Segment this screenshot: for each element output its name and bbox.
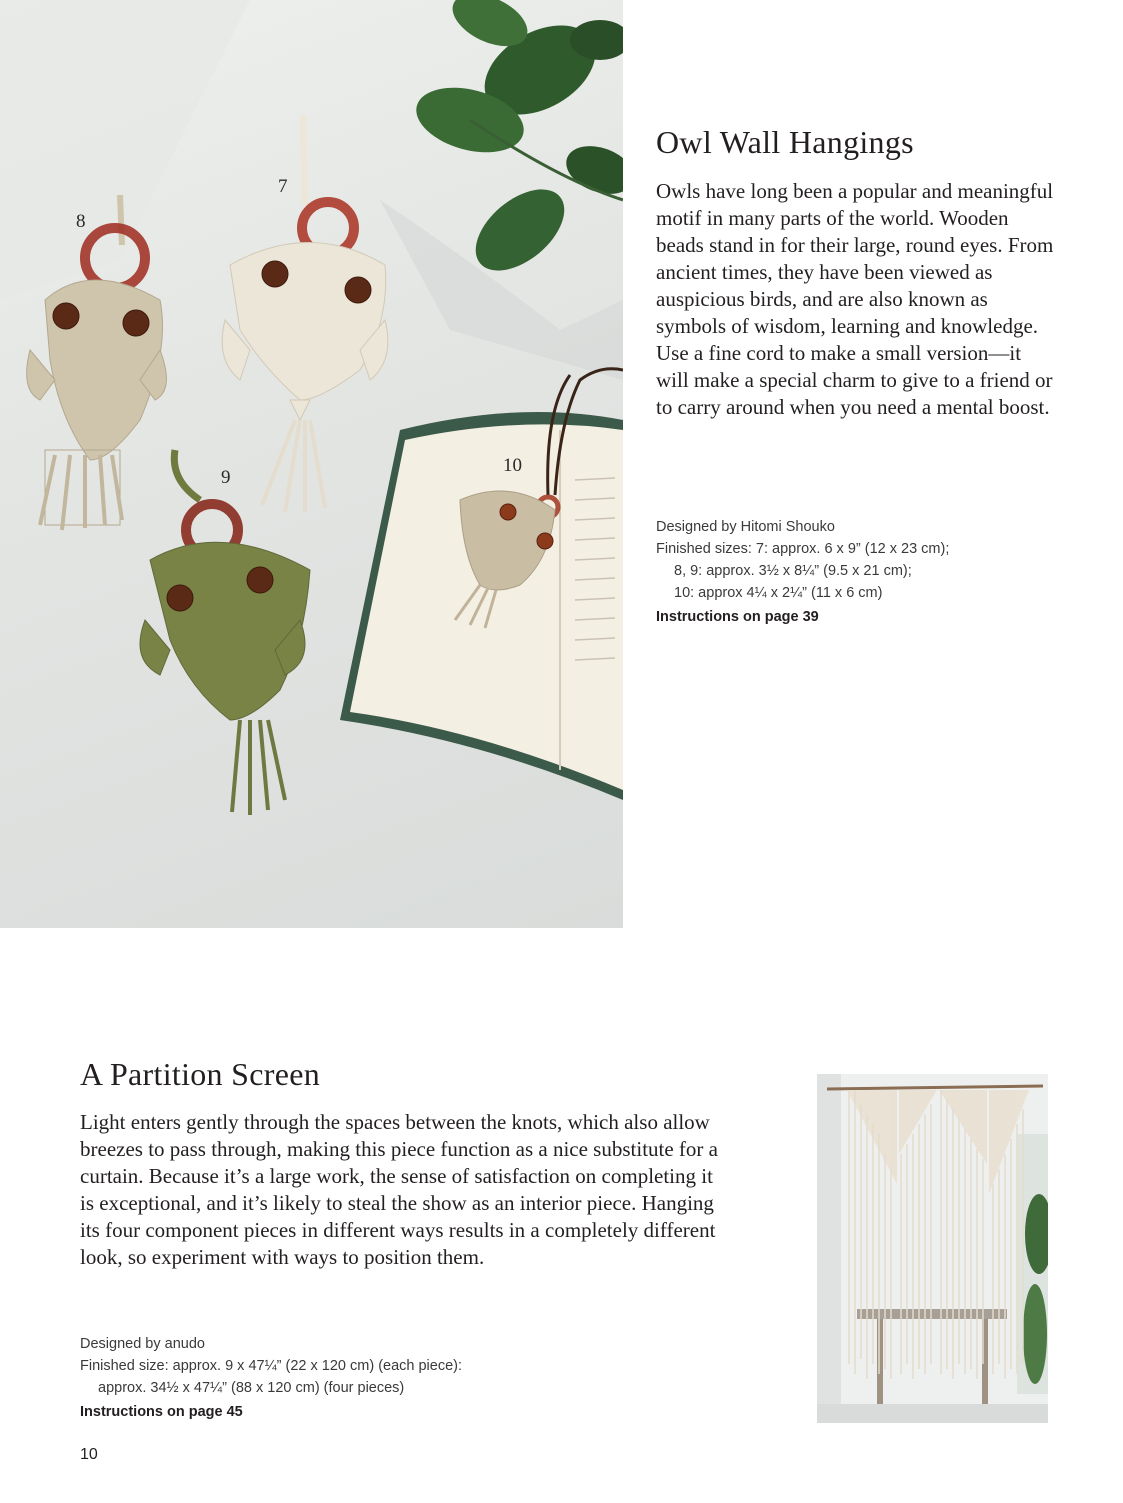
partition-credits	[80, 1333, 600, 1423]
partition-section-body: Light enters gently through the spaces between the knots, which also allow breezes to pass through, making this piece function as a nice substitute for a curtain. Because it’s a large work, the sense of satisfaction on completing it is exceptional, and it’s likely to steal the show as an interior piece. Hanging its four component pieces in different ways results in a completely different look, so experiment with ways to position them.	[80, 1110, 718, 1269]
partition-photo-illustration	[817, 1074, 1048, 1423]
partition-photo	[817, 1074, 1048, 1423]
partition-designer: Designed by anudo	[80, 1336, 205, 1352]
owl-photo-illustration	[0, 0, 623, 928]
owl-label-7: 7	[278, 176, 288, 197]
owl-section-title: Owl Wall Hangings	[656, 124, 914, 160]
partition-size-line: approx. 34½ x 47¼” (88 x 120 cm) (four pieces)	[98, 1380, 405, 1396]
owl-label-8: 8	[76, 211, 86, 232]
owl-label-9: 9	[221, 467, 231, 488]
partition-section-title: A Partition Screen	[80, 1056, 321, 1092]
owl-photo	[0, 0, 623, 928]
owl-credits	[656, 516, 1096, 628]
page-number: 10	[80, 1446, 98, 1463]
owl-section-body: Owls have long been a popular and meaningful motif in many parts of the world. Wooden beads stand in for their large, round eyes. From ancient times, they have been viewed as auspicious birds, and are also known as symbols of wisdom, learning and knowledge. Use a fine cord to make a small version—it will make a special charm to give to a friend or to carry around when you need a mental boost.	[656, 179, 1054, 419]
owl-size-line: 10: approx 4¼ x 2¼” (11 x 6 cm)	[674, 585, 883, 601]
owl-instructions-link[interactable]: Instructions on page 39	[656, 609, 819, 625]
owl-size-line: 8, 9: approx. 3½ x 8¼” (9.5 x 21 cm);	[674, 563, 912, 579]
partition-size-line: Finished size: approx. 9 x 47¼” (22 x 120 cm) (each piece):	[80, 1358, 463, 1374]
partition-instructions-link[interactable]: Instructions on page 45	[80, 1404, 243, 1420]
owl-size-line: Finished sizes: 7: approx. 6 x 9” (12 x 23 cm);	[656, 541, 950, 557]
owl-designer: Designed by Hitomi Shouko	[656, 519, 835, 535]
owl-label-10: 10	[503, 455, 522, 476]
owl-7	[222, 115, 388, 512]
